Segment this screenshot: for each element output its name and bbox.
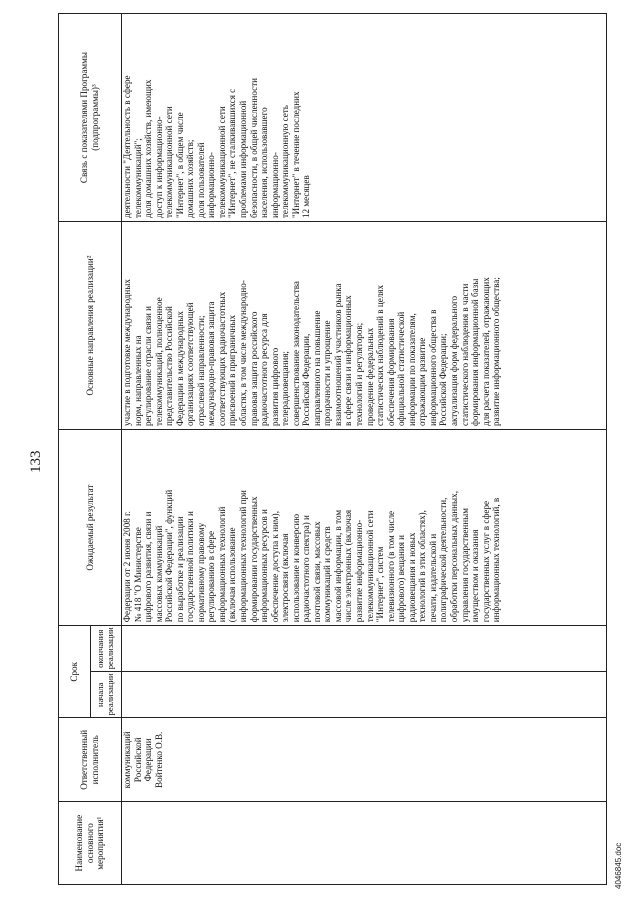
text-line: отражающим развитие xyxy=(417,337,428,427)
cell-start xyxy=(122,672,607,718)
text-line: присвоений в приграничных xyxy=(227,314,238,427)
text-line: доля домашних хозяйств, имеющих xyxy=(143,79,154,219)
text-line: обработки персональных данных, xyxy=(448,491,459,623)
text-line: международно-правовая защита xyxy=(206,301,217,427)
header-end: окончания реализации xyxy=(91,626,122,672)
text-line: управления государственным xyxy=(459,508,470,623)
text-line: Российской Федерации; xyxy=(438,333,449,427)
text-line: полиграфической деятельности, xyxy=(438,497,449,623)
text-line: представительство Российской xyxy=(164,306,175,427)
text-line: радиовещания и новых xyxy=(406,532,417,623)
text-line: (включая использование xyxy=(227,527,238,623)
text-line: информации по показателям, xyxy=(406,313,417,427)
text-line: электросвязи (включая xyxy=(280,533,291,623)
text-line: информационных технологий при xyxy=(238,490,249,623)
text-line: телекоммуникаций"; xyxy=(132,138,143,219)
text-line: телевизионного (в том числе xyxy=(385,510,396,623)
text-line: использование и конверсию xyxy=(290,513,301,623)
table-header-row xyxy=(59,14,91,885)
cell-end xyxy=(122,626,607,672)
text-line: проведение федеральных xyxy=(364,327,375,427)
text-line: развитие информационно- xyxy=(354,519,365,623)
text-line: домашних хозяйств; xyxy=(185,139,196,219)
text-line: соответствующих радиочастотных xyxy=(216,291,227,427)
text-line: технологий и регуляторов; xyxy=(354,322,365,427)
text-line: нормативному правовому xyxy=(195,522,206,623)
cell-directions xyxy=(122,222,607,430)
text-line: телекоммуникационной сети xyxy=(216,106,227,219)
text-line: информационных технологий, в xyxy=(491,497,502,623)
text-line: "Интернет", не сталкивавшихся с xyxy=(227,88,238,219)
text-line: статистического наблюдения в части xyxy=(459,283,470,427)
text-line: норм, направленных на xyxy=(132,335,143,427)
text-line: Федерации от 2 июня 2008 г. xyxy=(122,511,132,623)
text-line: имуществом и оказания xyxy=(470,529,481,623)
text-line: Российской Федерации", функций xyxy=(164,489,175,623)
text-line: безопасности, в общей численности xyxy=(248,77,259,219)
text-line: доля пользователей xyxy=(195,142,206,219)
text-line: телекоммуникационной сети xyxy=(164,106,175,219)
text-line: радиочастотного спектра) и xyxy=(301,515,312,623)
text-line: совершенствование законодательства xyxy=(290,281,301,427)
text-line: для расчета показателей, отражающих xyxy=(480,277,491,427)
text-line: статистических наблюдений в целях xyxy=(375,284,386,427)
text-line: проблемами информационной xyxy=(238,100,249,219)
text-line: телекоммуникационной сети xyxy=(364,510,375,623)
text-line: правовая защита российского xyxy=(248,311,259,427)
text-line: массовых коммуникаций xyxy=(153,525,164,623)
header-result: Ожидаемый результат xyxy=(59,430,122,626)
text-line: технологий в этих областях), xyxy=(417,510,428,623)
text-line: доступ к информационно- xyxy=(153,116,164,219)
text-line: официальной статистической xyxy=(396,311,407,427)
text-line: отраслевой направленности; xyxy=(195,315,206,427)
text-line: взаимоотношений участников рынка xyxy=(332,283,343,427)
text-line: прозрачности и упрощение xyxy=(322,320,333,427)
text-line: числе электронных (включая xyxy=(343,509,354,623)
text-line: информационно- xyxy=(269,152,280,219)
text-line: по выработке и реализации xyxy=(174,516,185,623)
cell-executor: коммуникаций Российской Федерации Войтенко О.В. xyxy=(122,718,607,802)
text-line: направленного на повышение xyxy=(311,310,322,427)
text-line: № 418 "О Министерстве xyxy=(132,527,143,623)
table-row xyxy=(122,14,607,885)
text-line: обеспечения формирования xyxy=(385,318,396,427)
text-line: развития цифрового xyxy=(269,347,280,427)
text-line: населения, использовавшего xyxy=(259,107,270,219)
text-line: Федерации в международных xyxy=(174,311,185,427)
text-line: печати, издательской и xyxy=(427,533,438,623)
text-line: "Интернет", систем xyxy=(375,546,386,623)
header-directions: Основные направления реализации² xyxy=(59,222,122,430)
text-line: в сфере связи и информационных xyxy=(343,295,354,427)
cell-name xyxy=(122,802,607,885)
header-term: Срок xyxy=(59,626,91,718)
cell-link xyxy=(122,14,607,222)
header-name: Наименование основного мероприятия¹ xyxy=(59,802,122,885)
text-line: информационного общества в xyxy=(427,309,438,427)
text-line: информационно- xyxy=(206,152,217,219)
header-start: начала реализации xyxy=(91,672,122,718)
text-line: областях, в том числе международно- xyxy=(238,280,249,427)
text-line: "Интернет", в общем числе xyxy=(174,112,185,219)
text-line: телекоммуникаций, полноценное xyxy=(153,297,164,427)
text-line: информационных ресурсов и xyxy=(259,509,270,623)
text-line: участие в подготовке международных xyxy=(122,279,132,427)
text-line: цифрового развития, связи и xyxy=(143,511,154,623)
header-executor: Ответственный исполнитель xyxy=(59,718,122,802)
text-line: 12 месяцев xyxy=(301,175,312,219)
text-line: "Интернет" в течение последних xyxy=(290,91,301,219)
text-line: коммуникаций и средств xyxy=(322,526,333,623)
text-line: Российской Федерации, xyxy=(301,333,312,427)
text-line: почтовой связи, массовых xyxy=(311,521,322,623)
text-line: массовой информации, в том xyxy=(332,509,343,623)
text-line: формирования информационной базы xyxy=(470,278,481,427)
text-line: обеспечение доступа к ним), xyxy=(269,511,280,623)
text-line: актуализация форм федерального xyxy=(448,295,459,427)
text-line: государственных услуг в сфере xyxy=(480,500,491,623)
text-line: регулирование отрасли связи и xyxy=(143,306,154,427)
text-line: формировании государственных xyxy=(248,496,259,623)
text-line: информационных технологий xyxy=(216,506,227,623)
text-line: деятельности "Деятельность в сфере xyxy=(122,75,132,219)
program-measures-table xyxy=(58,13,607,885)
text-line: государственной политики и xyxy=(185,511,196,623)
text-line: развитие информационного общества; xyxy=(491,277,502,427)
cell-result xyxy=(122,430,607,626)
text-line: регулированию в сфере xyxy=(206,531,217,623)
header-link: Связь с показателями Программы (подпрограммы)³ xyxy=(59,14,122,222)
text-line: организациях соответствующей xyxy=(185,302,196,427)
file-reference: 4046845.doc xyxy=(614,842,623,889)
text-line: телекоммуникационную сеть xyxy=(280,105,291,219)
text-line: радиочастотного ресурса для xyxy=(259,313,270,427)
text-line: телерадиовещания; xyxy=(280,351,291,427)
text-line: цифрового) вещания и xyxy=(396,534,407,623)
page-number: 133 xyxy=(28,450,44,473)
